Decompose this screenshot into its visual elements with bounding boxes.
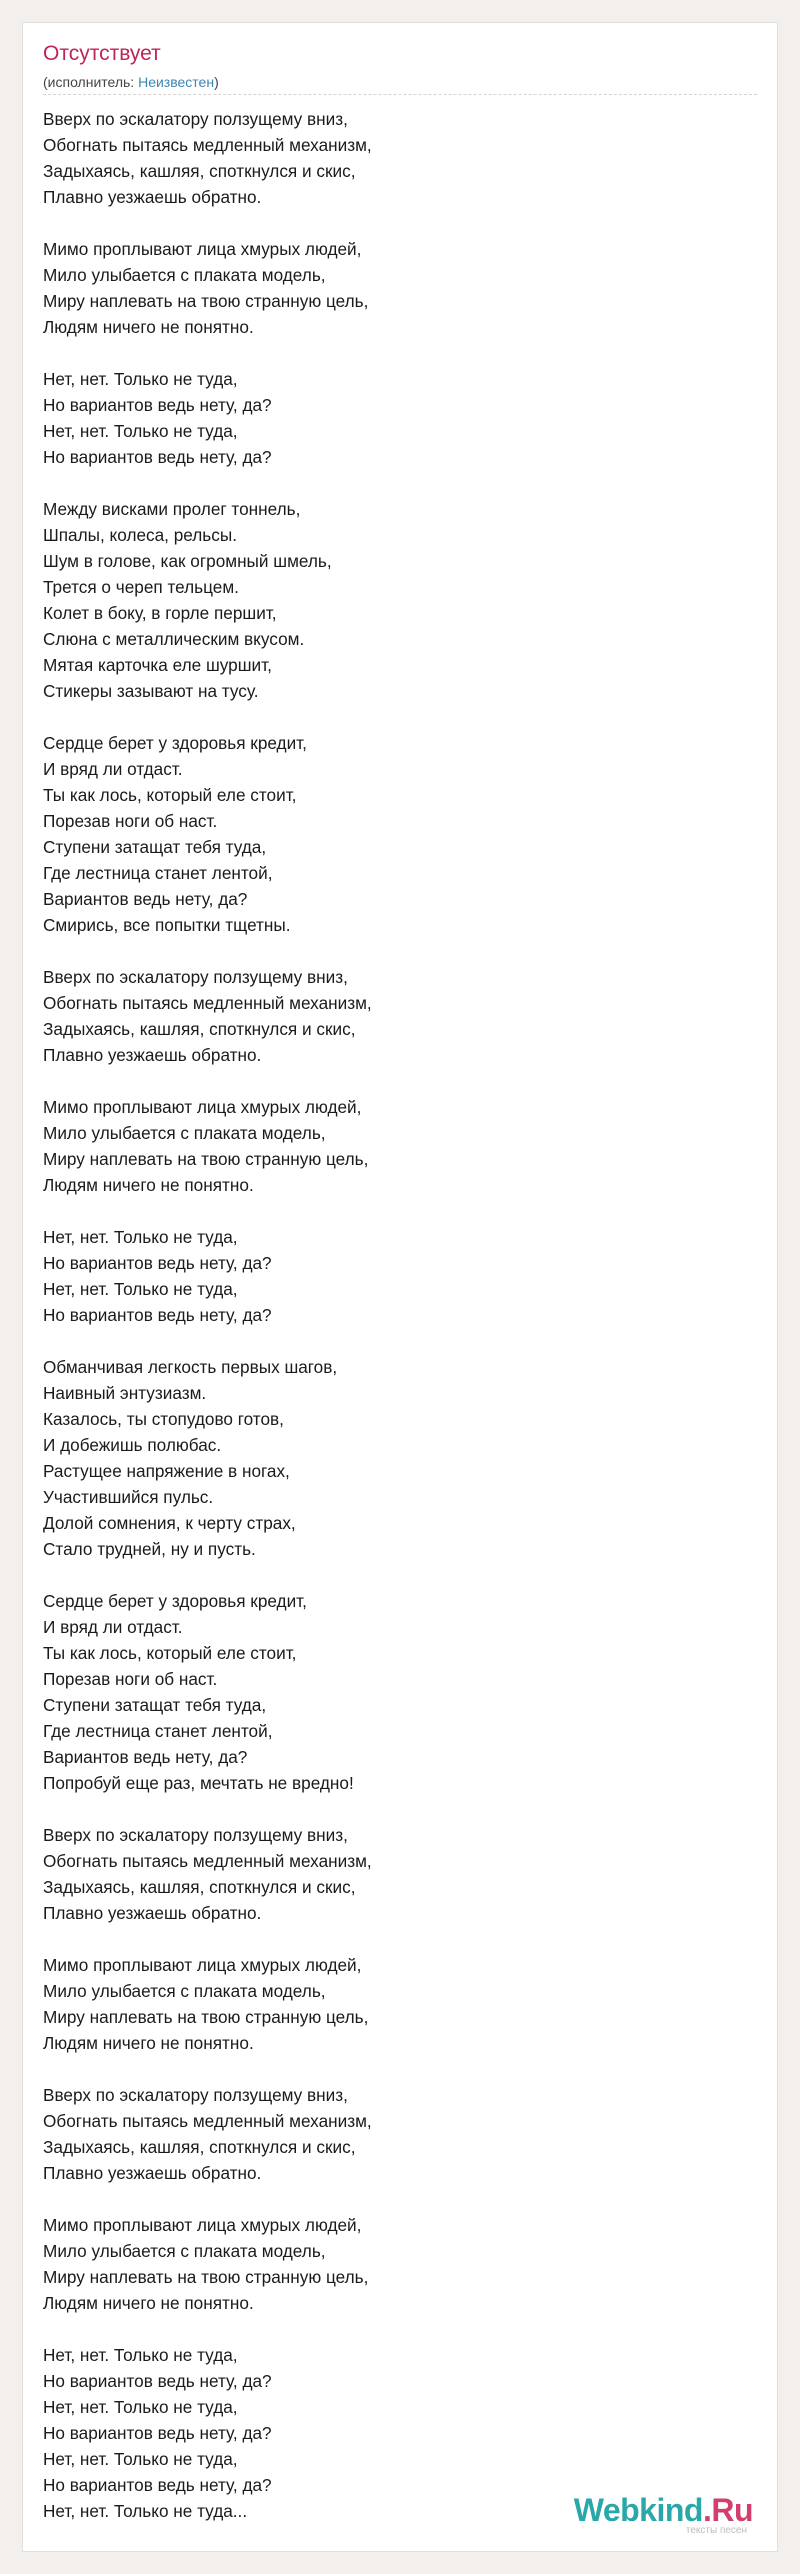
- lyric-line: Обогнать пытаясь медленный механизм,: [43, 993, 372, 1013]
- lyrics-stanza: [43, 106, 743, 210]
- lyric-line: Мило улыбается с плаката модель,: [43, 1123, 326, 1143]
- lyric-line: Но вариантов ведь нету, да?: [43, 2371, 272, 2391]
- lyric-line: Смирись, все попытки тщетны.: [43, 915, 291, 935]
- lyric-line: Миру наплевать на твою странную цель,: [43, 1149, 369, 1169]
- lyric-line: Порезав ноги об наст.: [43, 811, 218, 831]
- lyrics-stanza: [43, 730, 743, 938]
- lyrics-stanza: [43, 496, 743, 704]
- lyric-line: Шум в голове, как огромный шмель,: [43, 551, 332, 571]
- lyric-line: Плавно уезжаешь обратно.: [43, 187, 262, 207]
- lyric-line: Задыхаясь, кашляя, споткнулся и скис,: [43, 1877, 356, 1897]
- lyric-line: Мило улыбается с плаката модель,: [43, 1981, 326, 2001]
- logo-wordmark: [574, 2494, 753, 2526]
- lyric-line: Ты как лось, который еле стоит,: [43, 1643, 297, 1663]
- lyrics-stanza: [43, 366, 743, 470]
- lyric-line: Нет, нет. Только не туда,: [43, 421, 238, 441]
- lyric-line: Мятая карточка еле шуршит,: [43, 655, 272, 675]
- lyric-line: Сердце берет у здоровья кредит,: [43, 1591, 307, 1611]
- lyrics-stanza: [43, 1952, 743, 2056]
- lyric-line: Обманчивая легкость первых шагов,: [43, 1357, 338, 1377]
- logo-tld: .Ru: [702, 2492, 753, 2528]
- lyrics-stanza: [43, 236, 743, 340]
- lyrics-stanza: [43, 1588, 743, 1796]
- lyric-line: Нет, нет. Только не туда,: [43, 1227, 238, 1247]
- lyric-line: Порезав ноги об наст.: [43, 1669, 218, 1689]
- lyric-line: Между висками пролег тоннель,: [43, 499, 301, 519]
- lyric-line: Трется о череп тельцем.: [43, 577, 239, 597]
- lyric-line: И вряд ли отдаст.: [43, 1617, 183, 1637]
- lyric-line: Но вариантов ведь нету, да?: [43, 2423, 272, 2443]
- lyric-line: Но вариантов ведь нету, да?: [43, 1253, 272, 1273]
- lyric-line: Долой сомнения, к черту страх,: [43, 1513, 296, 1533]
- lyric-line: Где лестница станет лентой,: [43, 863, 273, 883]
- lyric-line: Растущее напряжение в ногах,: [43, 1461, 290, 1481]
- lyric-line: Плавно уезжаешь обратно.: [43, 1045, 262, 1065]
- lyric-line: Мимо проплывают лица хмурых людей,: [43, 1955, 362, 1975]
- artist-prefix: (исполнитель:: [43, 74, 139, 90]
- lyric-line: Вариантов ведь нету, да?: [43, 889, 248, 909]
- artist-line: [43, 73, 219, 91]
- lyric-line: Стикеры зазывают на тусу.: [43, 681, 259, 701]
- lyric-line: Обогнать пытаясь медленный механизм,: [43, 135, 372, 155]
- lyric-line: Участившийся пульс.: [43, 1487, 214, 1507]
- lyric-line: Наивный энтузиазм.: [43, 1383, 207, 1403]
- lyric-line: Вверх по эскалатору ползущему вниз,: [43, 109, 348, 129]
- lyric-line: Вверх по эскалатору ползущему вниз,: [43, 967, 348, 987]
- artist-link[interactable]: Неизвестен: [138, 74, 215, 90]
- lyric-line: Казалось, ты стопудово готов,: [43, 1409, 284, 1429]
- lyric-line: Плавно уезжаешь обратно.: [43, 2163, 262, 2183]
- lyric-line: Вверх по эскалатору ползущему вниз,: [43, 1825, 348, 1845]
- lyric-line: Вверх по эскалатору ползущему вниз,: [43, 2085, 348, 2105]
- lyric-line: Мимо проплывают лица хмурых людей,: [43, 1097, 362, 1117]
- lyric-line: Нет, нет. Только не туда,: [43, 2397, 238, 2417]
- lyrics-stanza: [43, 964, 743, 1068]
- lyric-line: Нет, нет. Только не туда,: [43, 1279, 238, 1299]
- lyrics-stanza: [43, 1354, 743, 1562]
- logo-tagline: тексты песен: [685, 2525, 747, 2536]
- lyric-line: Сердце берет у здоровья кредит,: [43, 733, 307, 753]
- lyric-line: Миру наплевать на твою странную цель,: [43, 2007, 369, 2027]
- lyrics-text: [43, 106, 743, 2550]
- lyric-line: Нет, нет. Только не туда,: [43, 2449, 238, 2469]
- lyric-line: И добежишь полюбас.: [43, 1435, 222, 1455]
- lyric-line: Где лестница станет лентой,: [43, 1721, 273, 1741]
- song-title: Отсутствует: [43, 42, 161, 65]
- lyric-line: Но вариантов ведь нету, да?: [43, 447, 272, 467]
- lyric-line: Мило улыбается с плаката модель,: [43, 265, 326, 285]
- lyric-line: Людям ничего не понятно.: [43, 2293, 254, 2313]
- lyric-line: Плавно уезжаешь обратно.: [43, 1903, 262, 1923]
- lyric-line: Задыхаясь, кашляя, споткнулся и скис,: [43, 2137, 356, 2157]
- lyric-line: Людям ничего не понятно.: [43, 317, 254, 337]
- lyrics-stanza: [43, 1224, 743, 1328]
- lyric-line: Нет, нет. Только не туда...: [43, 2501, 248, 2521]
- site-logo[interactable]: [574, 2494, 753, 2537]
- divider: [43, 94, 757, 95]
- lyric-line: И вряд ли отдаст.: [43, 759, 183, 779]
- lyric-line: Ступени затащат тебя туда,: [43, 837, 267, 857]
- lyric-line: Нет, нет. Только не туда,: [43, 2345, 238, 2365]
- lyric-line: Но вариантов ведь нету, да?: [43, 395, 272, 415]
- lyrics-stanza: [43, 2212, 743, 2316]
- lyric-line: Мило улыбается с плаката модель,: [43, 2241, 326, 2261]
- lyric-line: Попробуй еще раз, мечтать не вредно!: [43, 1773, 354, 1793]
- lyric-line: Слюна с металлическим вкусом.: [43, 629, 305, 649]
- lyric-line: Но вариантов ведь нету, да?: [43, 1305, 272, 1325]
- artist-suffix: ): [214, 74, 219, 90]
- lyric-line: Обогнать пытаясь медленный механизм,: [43, 2111, 372, 2131]
- lyric-line: Стало трудней, ну и пусть.: [43, 1539, 256, 1559]
- lyric-line: Обогнать пытаясь медленный механизм,: [43, 1851, 372, 1871]
- lyric-line: Нет, нет. Только не туда,: [43, 369, 238, 389]
- lyric-line: Миру наплевать на твою странную цель,: [43, 291, 369, 311]
- lyric-line: Людям ничего не понятно.: [43, 2033, 254, 2053]
- lyric-line: Задыхаясь, кашляя, споткнулся и скис,: [43, 1019, 356, 1039]
- lyric-line: Людям ничего не понятно.: [43, 1175, 254, 1195]
- lyric-line: Задыхаясь, кашляя, споткнулся и скис,: [43, 161, 356, 181]
- lyric-line: Вариантов ведь нету, да?: [43, 1747, 248, 1767]
- lyric-line: Колет в боку, в горле першит,: [43, 603, 277, 623]
- lyrics-stanza: [43, 2082, 743, 2186]
- lyric-line: Ты как лось, который еле стоит,: [43, 785, 297, 805]
- lyric-line: Но вариантов ведь нету, да?: [43, 2475, 272, 2495]
- lyric-line: Мимо проплывают лица хмурых людей,: [43, 2215, 362, 2235]
- logo-name: Webkind: [573, 2492, 703, 2528]
- lyric-line: Ступени затащат тебя туда,: [43, 1695, 267, 1715]
- lyric-line: Миру наплевать на твою странную цель,: [43, 2267, 369, 2287]
- lyrics-stanza: [43, 1094, 743, 1198]
- lyric-line: Мимо проплывают лица хмурых людей,: [43, 239, 362, 259]
- lyrics-stanza: [43, 1822, 743, 1926]
- lyric-line: Шпалы, колеса, рельсы.: [43, 525, 237, 545]
- lyrics-card: [22, 22, 778, 2552]
